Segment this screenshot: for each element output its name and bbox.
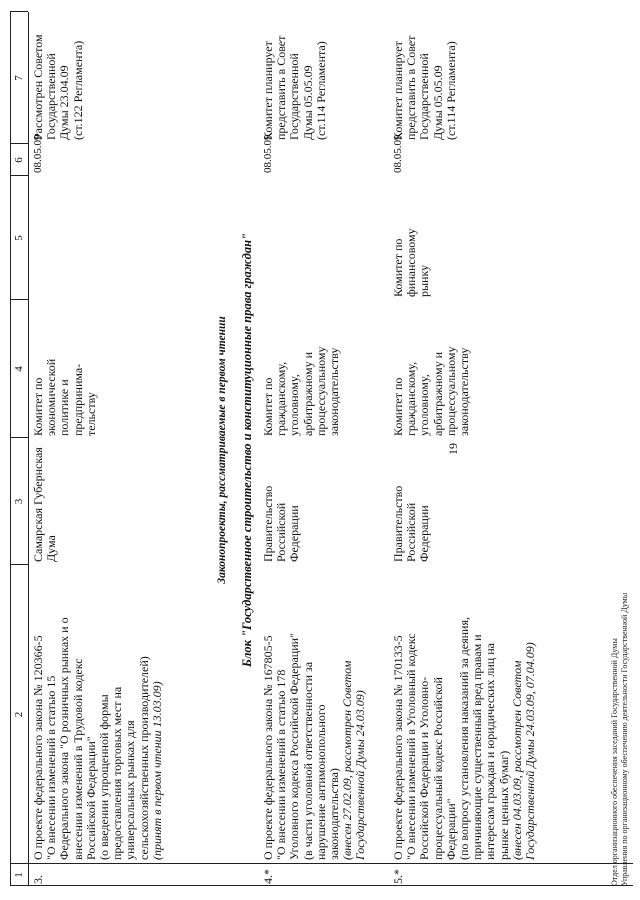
bill-note-line: Государственной Думы 24.03.09, 07.04.09)	[523, 642, 537, 860]
bill-note-line: Государственной Думы 24.03.09)	[353, 690, 368, 860]
bill-title-line: Российской Федерации"	[83, 736, 98, 860]
page-number: 19	[446, 443, 460, 455]
status-line: Думы 05.05.09	[300, 65, 315, 140]
header-cell-5: 5	[13, 235, 25, 241]
bill-title-line: О проекте федерального закона № 170133-5	[391, 635, 405, 860]
bill-author-line: Федерации	[417, 505, 432, 562]
bill-title-line: причиняющие существенный вред правам и	[470, 634, 485, 860]
footer-line-2: Управления по организационному обеспечению деятельности Государственной Думы	[620, 592, 629, 886]
header-cell-7: 7	[13, 75, 25, 81]
header-cell-1: 1	[13, 872, 25, 878]
bill-author-line: Российской	[404, 502, 419, 562]
status-line: (ст.114 Регламента)	[443, 41, 458, 140]
bill-title-line: "О внесении изменений в статью 178	[274, 669, 289, 860]
bill-author-line: Российской	[274, 502, 289, 562]
committee-line: Комитет по	[261, 377, 275, 436]
bill-title-line: внесении изменений в Трудовой кодекс	[70, 658, 85, 860]
date-cell: 08.05.09	[262, 134, 274, 173]
committee-line: Комитет по	[31, 377, 45, 436]
status-line: Государственной	[417, 53, 432, 140]
bill-title-line: (о введении упрощенной формы	[97, 694, 111, 860]
committee-line: предпринима-	[70, 363, 85, 436]
co-committee-line: Комитет по	[391, 238, 405, 297]
bill-author-line: Дума	[44, 535, 59, 562]
bill-author-line: Самарская Губернская	[31, 447, 45, 562]
header-cell-3: 3	[13, 498, 25, 505]
header-cell-2: 2	[13, 711, 25, 718]
date-cell: 08.05.09	[32, 134, 44, 173]
row-number: 4.*	[261, 869, 275, 884]
bill-title-line: предоставления торговых мест на	[110, 686, 125, 860]
bill-note-line: (внесен 27.02.09, рассмотрен Советом	[340, 660, 355, 860]
bill-title-line: О проекте федерального закона № 167805-5	[261, 635, 275, 860]
table-header-bottom-border	[28, 12, 29, 886]
bill-title-line: "О внесении изменений в Уголовный кодекс	[404, 633, 419, 860]
footer-line-1: Отдел организационного обеспечения заседаний Государственной Думы	[610, 638, 619, 886]
bill-title-line: интересам граждан и юридических лиц на	[483, 643, 498, 860]
col-divider-2	[10, 863, 633, 864]
status-line: представить в Совет	[404, 35, 419, 140]
status-line: Комитет планирует	[391, 41, 405, 140]
bill-author-line: Правительство	[391, 485, 405, 562]
committee-line: гражданскому,	[404, 361, 419, 436]
status-line: (ст.122 Регламента)	[70, 40, 85, 140]
status-line: (ст.114 Регламента)	[313, 41, 328, 140]
bill-title-line: Российской Федерации и Уголовно-	[417, 676, 432, 860]
committee-line: тельству	[83, 392, 98, 436]
status-line: Думы 23.04.09	[57, 65, 72, 140]
bill-title-line: нарушение антимонопольного	[313, 704, 328, 860]
bill-title-line: сельскохозяйственных производителей)	[136, 656, 151, 860]
committee-line: гражданскому,	[274, 361, 289, 436]
bill-title-line: "О внесении изменений в статью 15	[44, 675, 59, 860]
committee-line: арбитражному и	[430, 351, 445, 436]
committee-line: законодательству	[457, 347, 471, 436]
bill-title-line: процессуальный кодекс Российской	[430, 677, 445, 860]
committee-line: политике и	[57, 379, 72, 436]
committee-line: арбитражному и	[300, 351, 315, 436]
bill-title-line: Уголовного кодекса Российской Федерации"	[287, 633, 302, 860]
committee-line: экономической	[44, 358, 59, 436]
col-divider-1	[10, 885, 633, 886]
committee-line: процессуальному	[443, 346, 458, 436]
committee-line: процессуальному	[313, 346, 328, 436]
bill-note-line: (внесен 04.03.09, рассмотрен Советом	[509, 660, 524, 860]
bill-title-line: О проекте федерального закона № 120366-5	[31, 635, 45, 860]
bill-title-line: Федерального закона "О розничных рынках и о	[57, 617, 72, 860]
bill-title-line: рынке ценных бумаг)	[496, 750, 511, 860]
bill-title-line: (в части уголовной ответственности за	[300, 661, 315, 860]
bill-note-line: (принят в первом чтении 13.03.09)	[149, 681, 164, 860]
bill-author-line: Правительство	[261, 485, 275, 562]
status-line: Государственной	[287, 53, 302, 140]
status-line: Думы 05.05.09	[430, 65, 445, 140]
status-line: Комитет планирует	[261, 41, 275, 140]
row-number: 3.	[31, 875, 45, 884]
header-cell-4: 4	[13, 366, 25, 372]
bill-title-line: законодательства)	[327, 768, 341, 860]
block-heading: Блок "Государственное строительство и конституционные права граждан"	[240, 233, 254, 667]
status-line: Государственной	[44, 53, 59, 140]
bill-author-line: Федерации	[287, 505, 302, 562]
date-cell: 08.05.09	[392, 134, 404, 173]
bill-title-line: Федерации"	[443, 798, 458, 860]
status-line: представить в Совет	[274, 35, 289, 140]
committee-line: уголовному,	[287, 374, 302, 436]
header-cell-6: 6	[13, 157, 25, 163]
status-line: Рассмотрен Советом	[31, 34, 45, 140]
co-committee-line: финансовому	[404, 228, 419, 297]
bill-title-line: универсальных рынках для	[123, 720, 138, 860]
committee-line: Комитет по	[391, 377, 405, 436]
committee-line: законодательству	[327, 347, 341, 436]
row-number: 5.*	[391, 869, 405, 884]
section-heading: Законопроекты, рассматриваемые в первом чтении	[216, 316, 228, 584]
co-committee-line: рынку	[417, 264, 432, 297]
bill-title-line: (по вопросу установления наказаний за деяния,	[457, 617, 471, 860]
committee-line: уголовному,	[417, 374, 432, 436]
